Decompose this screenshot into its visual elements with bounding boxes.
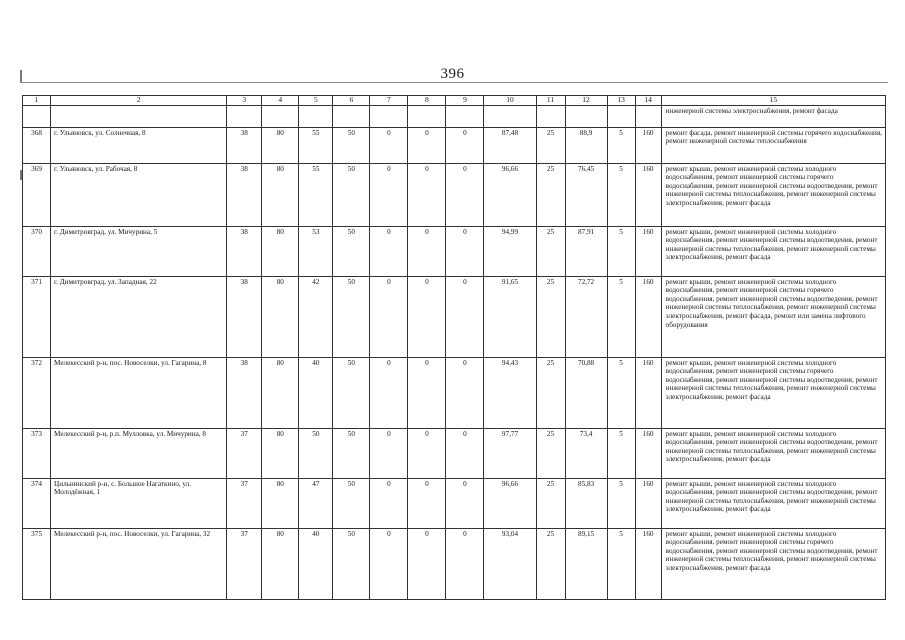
value-cell: 5 [607, 163, 635, 226]
value-cell: 38 [227, 357, 262, 428]
table-row [23, 428, 886, 478]
address-cell: г. Ульяновск, ул. Солнечная, 8 [51, 127, 227, 163]
value-cell: 94,43 [484, 357, 536, 428]
value-cell: 80 [262, 428, 299, 478]
value-cell: 25 [536, 163, 565, 226]
value-cell: 25 [536, 226, 565, 276]
value-cell: 94,99 [484, 226, 536, 276]
value-cell: 0 [370, 127, 408, 163]
column-number: 9 [446, 96, 484, 106]
value-cell: 0 [446, 163, 484, 226]
value-cell: 40 [299, 528, 333, 599]
value-cell: 0 [446, 226, 484, 276]
value-cell: 50 [333, 428, 370, 478]
column-number: 7 [370, 96, 408, 106]
works-cell: ремонт крыши, ремонт инженерной системы холодного водоснабжения, ремонт инженерной системы водоотведения, ремонт инженерной системы теплоснабжения, ремонт инженерной системы электроснабжения, ремонт фасада [661, 478, 885, 528]
value-cell: 5 [607, 528, 635, 599]
value-cell: 5 [607, 357, 635, 428]
column-number: 5 [299, 96, 333, 106]
works-cell: ремонт крыши, ремонт инженерной системы холодного водоснабжения, ремонт инженерной системы горячего водоснабжения, ремонт инженерной системы водоотведения, ремонт инженерной системы теплоснабжения, ремонт инженерной системы электроснабжения, ремонт фасада [661, 357, 885, 428]
value-cell: 50 [299, 428, 333, 478]
value-cell: 72,72 [565, 276, 607, 357]
column-number: 12 [565, 96, 607, 106]
works-cell: ремонт крыши, ремонт инженерной системы холодного водоснабжения, ремонт инженерной системы горячего водоснабжения, ремонт инженерной системы водоотведения, ремонт инженерной системы теплоснабжения, ремонт инженерной системы электроснабжения, ремонт фасада [661, 163, 885, 226]
value-cell: 0 [370, 428, 408, 478]
value-cell: 0 [370, 478, 408, 528]
value-cell: 37 [227, 528, 262, 599]
value-cell: 89,15 [565, 528, 607, 599]
value-cell: 25 [536, 528, 565, 599]
row-number-cell: 370 [23, 226, 51, 276]
row-number-cell: 369 [23, 163, 51, 226]
value-cell: 38 [227, 163, 262, 226]
table-row [23, 226, 886, 276]
column-number: 1 [23, 96, 51, 106]
value-cell: 25 [536, 428, 565, 478]
table-row [23, 127, 886, 163]
value-cell: 47 [299, 478, 333, 528]
value-cell: 80 [262, 127, 299, 163]
value-cell: 25 [536, 127, 565, 163]
value-cell: 0 [370, 528, 408, 599]
value-cell: 5 [607, 428, 635, 478]
value-cell: 73,4 [565, 428, 607, 478]
value-cell: 88,9 [565, 127, 607, 163]
row-number-cell: 375 [23, 528, 51, 599]
column-number: 8 [408, 96, 446, 106]
row-number-cell: 371 [23, 276, 51, 357]
value-cell: 50 [333, 478, 370, 528]
value-cell: 97,77 [484, 428, 536, 478]
value-cell: 160 [635, 163, 661, 226]
repair-schedule-table [22, 95, 886, 600]
value-cell: 80 [262, 163, 299, 226]
column-number: 14 [635, 96, 661, 106]
value-cell: 0 [446, 428, 484, 478]
value-cell: 80 [262, 226, 299, 276]
table-row [23, 478, 886, 528]
value-cell: 80 [262, 528, 299, 599]
value-cell: 5 [607, 226, 635, 276]
column-number: 13 [607, 96, 635, 106]
address-cell: Мелекесский р-н, пос. Новоселки, ул. Гагарина, 8 [51, 357, 227, 428]
value-cell: 0 [408, 276, 446, 357]
value-cell: 80 [262, 357, 299, 428]
value-cell: 50 [333, 528, 370, 599]
column-number: 10 [484, 96, 536, 106]
address-cell: Мелекесский р-н, пос. Новоселки, ул. Гагарина, 32 [51, 528, 227, 599]
page-number: 396 [440, 66, 465, 82]
value-cell: 91,65 [484, 276, 536, 357]
value-cell: 25 [536, 478, 565, 528]
value-cell: 0 [446, 528, 484, 599]
table-row [23, 528, 886, 599]
address-cell: Мелекесский р-н, р.п. Мулловка, ул. Мичурина, 8 [51, 428, 227, 478]
value-cell: 53 [299, 226, 333, 276]
value-cell: 76,45 [565, 163, 607, 226]
value-cell: 160 [635, 276, 661, 357]
column-number: 15 [661, 96, 885, 106]
value-cell: 5 [607, 478, 635, 528]
value-cell: 0 [446, 357, 484, 428]
value-cell: 38 [227, 276, 262, 357]
value-cell: 96,66 [484, 478, 536, 528]
value-cell: 85,83 [565, 478, 607, 528]
table-row [23, 276, 886, 357]
value-cell: 42 [299, 276, 333, 357]
row-number-cell: 373 [23, 428, 51, 478]
value-cell: 0 [370, 226, 408, 276]
value-cell: 50 [333, 276, 370, 357]
value-cell: 0 [446, 478, 484, 528]
value-cell: 160 [635, 428, 661, 478]
value-cell: 5 [607, 276, 635, 357]
value-cell: 80 [262, 478, 299, 528]
value-cell: 0 [408, 428, 446, 478]
value-cell: 160 [635, 357, 661, 428]
value-cell: 160 [635, 127, 661, 163]
value-cell: 0 [370, 163, 408, 226]
value-cell: 87,91 [565, 226, 607, 276]
address-cell: Цильнинский р-н, с. Большое Нагаткино, ул. Молодёжная, 1 [51, 478, 227, 528]
row-number-cell: 374 [23, 478, 51, 528]
value-cell: 5 [607, 127, 635, 163]
value-cell: 160 [635, 226, 661, 276]
value-cell: 0 [446, 276, 484, 357]
address-cell: г. Димитровград, ул. Западная, 22 [51, 276, 227, 357]
value-cell: 55 [299, 127, 333, 163]
value-cell: 160 [635, 528, 661, 599]
value-cell: 0 [408, 528, 446, 599]
value-cell: 25 [536, 357, 565, 428]
value-cell: 160 [635, 478, 661, 528]
value-cell: 70,88 [565, 357, 607, 428]
value-cell: 0 [370, 276, 408, 357]
works-cell: ремонт крыши, ремонт инженерной системы холодного водоснабжения, ремонт инженерной системы горячего водоснабжения, ремонт инженерной системы водоотведения, ремонт инженерной системы теплоснабжения, ремонт инженерной системы электроснабжения, ремонт фасада, ремонт или замена лифтового оборудования [661, 276, 885, 357]
column-number: 4 [262, 96, 299, 106]
table-row [23, 163, 886, 226]
value-cell: 50 [333, 127, 370, 163]
works-cell: ремонт крыши, ремонт инженерной системы холодного водоснабжения, ремонт инженерной системы горячего водоснабжения, ремонт инженерной системы водоотведения, ремонт инженерной системы теплоснабжения, ремонт инженерной системы электроснабжения, ремонт фасада [661, 528, 885, 599]
value-cell: 0 [408, 163, 446, 226]
value-cell: 0 [408, 357, 446, 428]
column-number: 3 [227, 96, 262, 106]
value-cell: 0 [408, 226, 446, 276]
value-cell: 50 [333, 163, 370, 226]
row-number-cell: 372 [23, 357, 51, 428]
value-cell: 0 [370, 357, 408, 428]
value-cell: 87,48 [484, 127, 536, 163]
value-cell: 25 [536, 276, 565, 357]
works-cell: инженерной системы электроснабжения, ремонт фасада [661, 105, 885, 127]
value-cell: 0 [446, 127, 484, 163]
value-cell: 38 [227, 226, 262, 276]
works-cell: ремонт фасада, ремонт инженерной системы горячего водоснабжения, ремонт инженерной системы теплоснабжения [661, 127, 885, 163]
column-number: 6 [333, 96, 370, 106]
value-cell: 50 [333, 226, 370, 276]
column-number-row [23, 96, 886, 106]
table-row [23, 357, 886, 428]
value-cell: 38 [227, 127, 262, 163]
works-cell: ремонт крыши, ремонт инженерной системы холодного водоснабжения, ремонт инженерной системы водоотведения, ремонт инженерной системы теплоснабжения, ремонт инженерной системы электроснабжения, ремонт фасада [661, 428, 885, 478]
continuation-row [23, 105, 886, 127]
value-cell: 55 [299, 163, 333, 226]
column-number: 11 [536, 96, 565, 106]
row-number-cell: 368 [23, 127, 51, 163]
value-cell: 37 [227, 478, 262, 528]
value-cell: 80 [262, 276, 299, 357]
address-cell: г. Димитровград, ул. Мичурина, 5 [51, 226, 227, 276]
value-cell: 50 [333, 357, 370, 428]
value-cell: 96,66 [484, 163, 536, 226]
value-cell: 37 [227, 428, 262, 478]
address-cell: г. Ульяновск, ул. Рабочая, 8 [51, 163, 227, 226]
works-cell: ремонт крыши, ремонт инженерной системы холодного водоснабжения, ремонт инженерной системы водоотведения, ремонт инженерной системы теплоснабжения, ремонт инженерной системы электроснабжения, ремонт фасада [661, 226, 885, 276]
value-cell: 93,04 [484, 528, 536, 599]
value-cell: 0 [408, 127, 446, 163]
column-number: 2 [51, 96, 227, 106]
value-cell: 0 [408, 478, 446, 528]
value-cell: 40 [299, 357, 333, 428]
